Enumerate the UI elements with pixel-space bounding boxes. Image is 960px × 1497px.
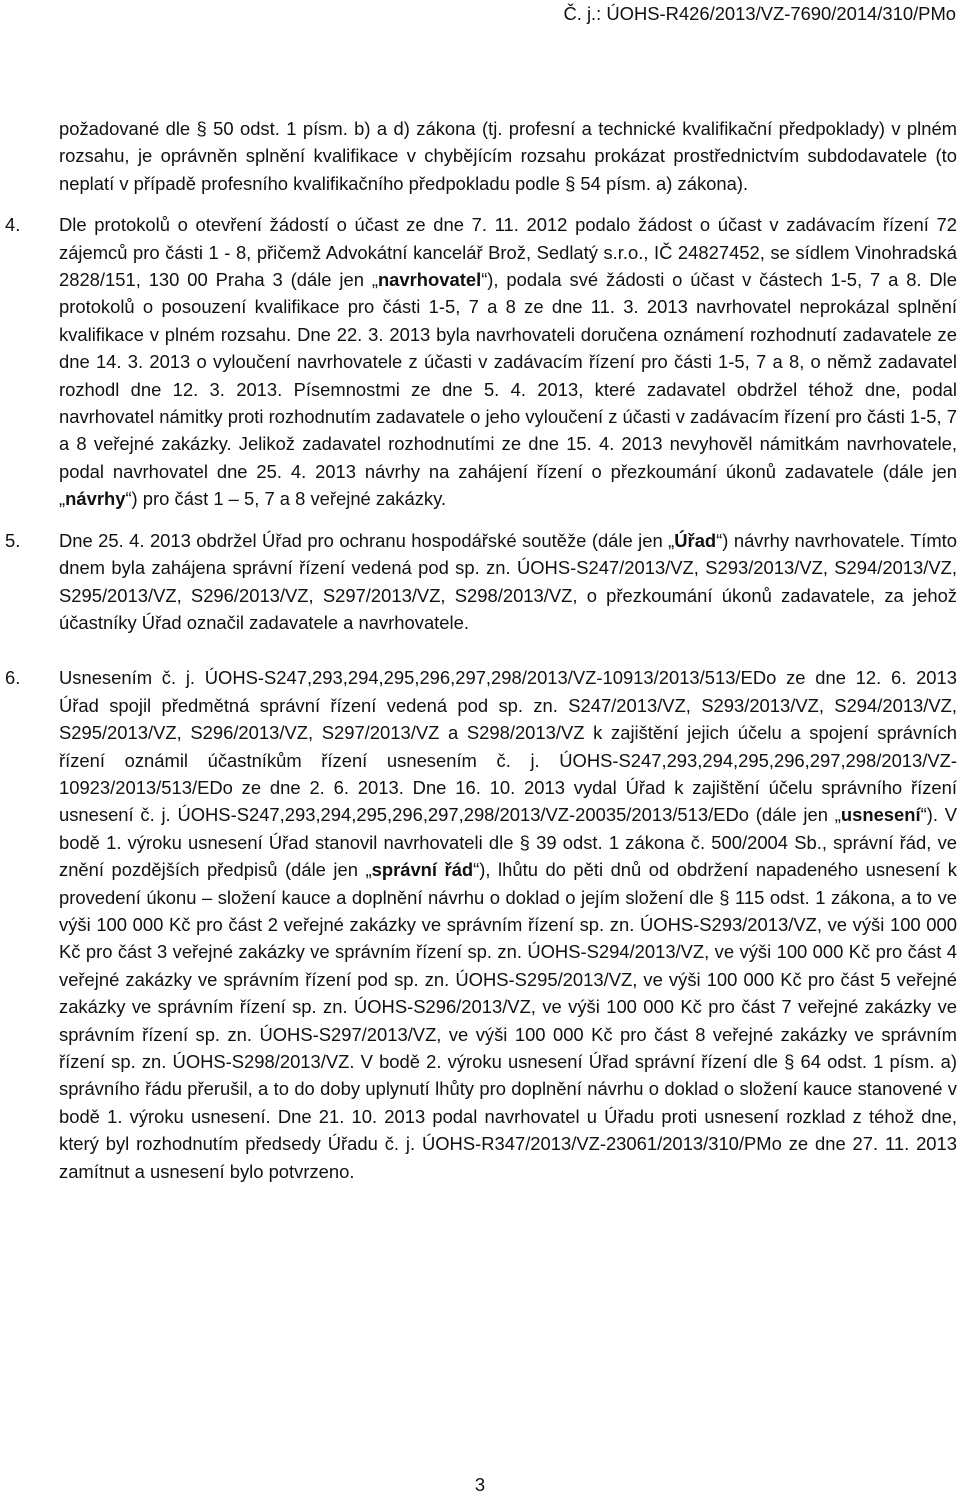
paragraph-text: Dne 25. 4. 2013 obdržel Úřad pro ochranu hospodářské soutěže (dále jen „ [59, 529, 675, 551]
document-body [5, 115, 958, 1185]
paragraph-5 [5, 527, 958, 637]
paragraph-text: “), lhůtu do pěti dnů od obdržení napadeného usnesení k provedení úkonu – složení kauce a doplnění návrhu o doklad o jejím složení dle § 115 odst. 1 zákona, a to ve výši 100 000 Kč pro část 2 veřejné zakázky ve správním řízení sp. zn. ÚOHS-S293/2013/VZ, ve výši 100 000 Kč pro část 3 veřejné zakázky ve správním řízení sp. zn. ÚOHS-S294/2013/VZ, ve výši 100 000 Kč pro část 4 veřejné zakázky ve správním řízení pod sp. zn. ÚOHS-S295/2013/VZ, ve výši 100 000 Kč pro část 5 veřejné zakázky ve správním řízení sp. zn. ÚOHS-S296/2013/VZ, ve výši 100 000 Kč pro část 7 veřejné zakázky ve správním řízení sp. zn. ÚOHS-S297/2013/VZ, ve výši 100 000 Kč pro část 8 veřejné zakázky ve správním řízení sp. zn. ÚOHS-S298/2013/VZ. V bodě 2. výroku usnesení Úřad správní řízení dle § 64 odst. 1 písm. a) správního řádu přerušil, a to do doby uplynutí lhůty pro doplnění návrhu o doklad o složení kauce stanovené v bodě 1. výroku usnesení. Dne 21. 10. 2013 podal navrhovatel u Úřadu proti usnesení rozklad z téhož dne, který byl rozhodnutím předsedy Úřadu č. j. ÚOHS-R347/2013/VZ-23061/2013/310/PMo ze dne 27. 11. 2013 zamítnut a usnesení bylo potvrzeno. [59, 859, 957, 1182]
paragraph-text: “) pro část 1 – 5, 7 a 8 veřejné zakázky. [125, 488, 447, 510]
paragraph-text: “). V bodě 1. výroku usnesení Úřad stanovil navrhovateli dle § 39 odst. 1 zákona č. 500/2004 Sb., správní řád, ve znění pozdějších předpisů (dále jen „ [59, 804, 957, 881]
paragraph-number: 6. [5, 667, 21, 689]
document-reference-header: Č. j.: ÚOHS-R426/2013/VZ-7690/2014/310/PMo [563, 3, 956, 24]
page-number: 3 [474, 1474, 486, 1495]
paragraph-text: “), podala své žádosti o účast v částech 1-5, 7 a 8. Dle protokolů o posouzení kvalifikace pro části 1-5, 7 a 8 ze dne 11. 3. 2013 navrhovatel neprokázal splnění kvalifikace v plném rozsahu. Dne 22. 3. 2013 byla navrhovateli doručena oznámení rozhodnutí zadavatele ze dne 14. 3. 2013 o vyloučení navrhovatele z účasti v zadávacím řízení pro části 1-5, 7 a 8, o němž zadavatel rozhodl dne 12. 3. 2013. Písemnostmi ze dne 5. 4. 2013, které zadavatel obdržel téhož dne, podal navrhovatel námitky proti rozhodnutím zadavatele o jeho vyloučení z účasti v zadávacím řízení pro části 1-5, 7 a 8 veřejné zakázky. Jelikož zadavatel rozhodnutími ze dne 15. 4. 2013 nevyhověl námitkám navrhovatele, podal navrhovatel dne 25. 4. 2013 návrhy na zahájení řízení o přezkoumání úkonů zadavatele (dále jen „ [59, 269, 957, 510]
paragraph-number: 5. [5, 529, 21, 551]
paragraph-4 [5, 211, 957, 512]
paragraph-6 [5, 664, 957, 1185]
defined-term: Úřad [674, 529, 717, 551]
intro-paragraph: požadované dle § 50 odst. 1 písm. b) a d) zákona (tj. profesní a technické kvalifikační předpoklady) v plném rozsahu, je oprávněn splnění kvalifikace v chybějícím rozsahu prokázat prostřednictvím subdodavatele (to neplatí v případě profesního kvalifikačního předpokladu podle § 54 písm. a) zákona). [59, 118, 957, 194]
paragraph-text: Usnesením č. j. ÚOHS-S247,293,294,295,296,297,298/2013/VZ-10913/2013/513/EDo ze dne 12. 6. 2013 Úřad spojil předmětná správní řízení vedená pod sp. zn. S247/2013/VZ, S293/2013/VZ, S294/2013/VZ, S295/2013/VZ, S296/2013/VZ, S297/2013/VZ a S298/2013/VZ k zajištění jejich účelu a spojení správních řízení oznámil účastníkům řízení usnesením č. j. ÚOHS-S247,293,294,295,296,297,298/2013/VZ-10923/2013/513/EDo ze dne 2. 6. 2013. Dne 16. 10. 2013 vydal Úřad k zajištění účelu správního řízení usnesení č. j. ÚOHS-S247,293,294,295,296,297,298/2013/VZ-20035/2013/513/EDo (dále jen „ [59, 667, 957, 826]
paragraph-text: Dle protokolů o otevření žádostí o účast ze dne 7. 11. 2012 podalo žádost o účast v zadávacím řízení 72 zájemců pro části 1 - 8, přičemž Advokátní kancelář Brož, Sedlatý s.r.o., IČ 24827452, se sídlem Vinohradská 2828/151, 130 00 Praha 3 (dále jen „ [59, 214, 957, 291]
defined-term: návrhy [65, 488, 126, 510]
defined-term: navrhovatel [377, 269, 482, 291]
defined-term: usnesení [840, 804, 921, 826]
defined-term: správní řád [371, 859, 474, 881]
paragraph-text: “) návrhy navrhovatele. Tímto dnem byla zahájena správní řízení vedená pod sp. zn. ÚOHS-S247/2013/VZ, S293/2013/VZ, S294/2013/VZ, S295/2013/VZ, S296/2013/VZ, S297/2013/VZ, S298/2013/VZ, o přezkoumání úkonů zadavatele, za jehož účastníky Úřad označil zadavatele a navrhovatele. [59, 529, 958, 633]
paragraph-number: 4. [5, 214, 21, 236]
